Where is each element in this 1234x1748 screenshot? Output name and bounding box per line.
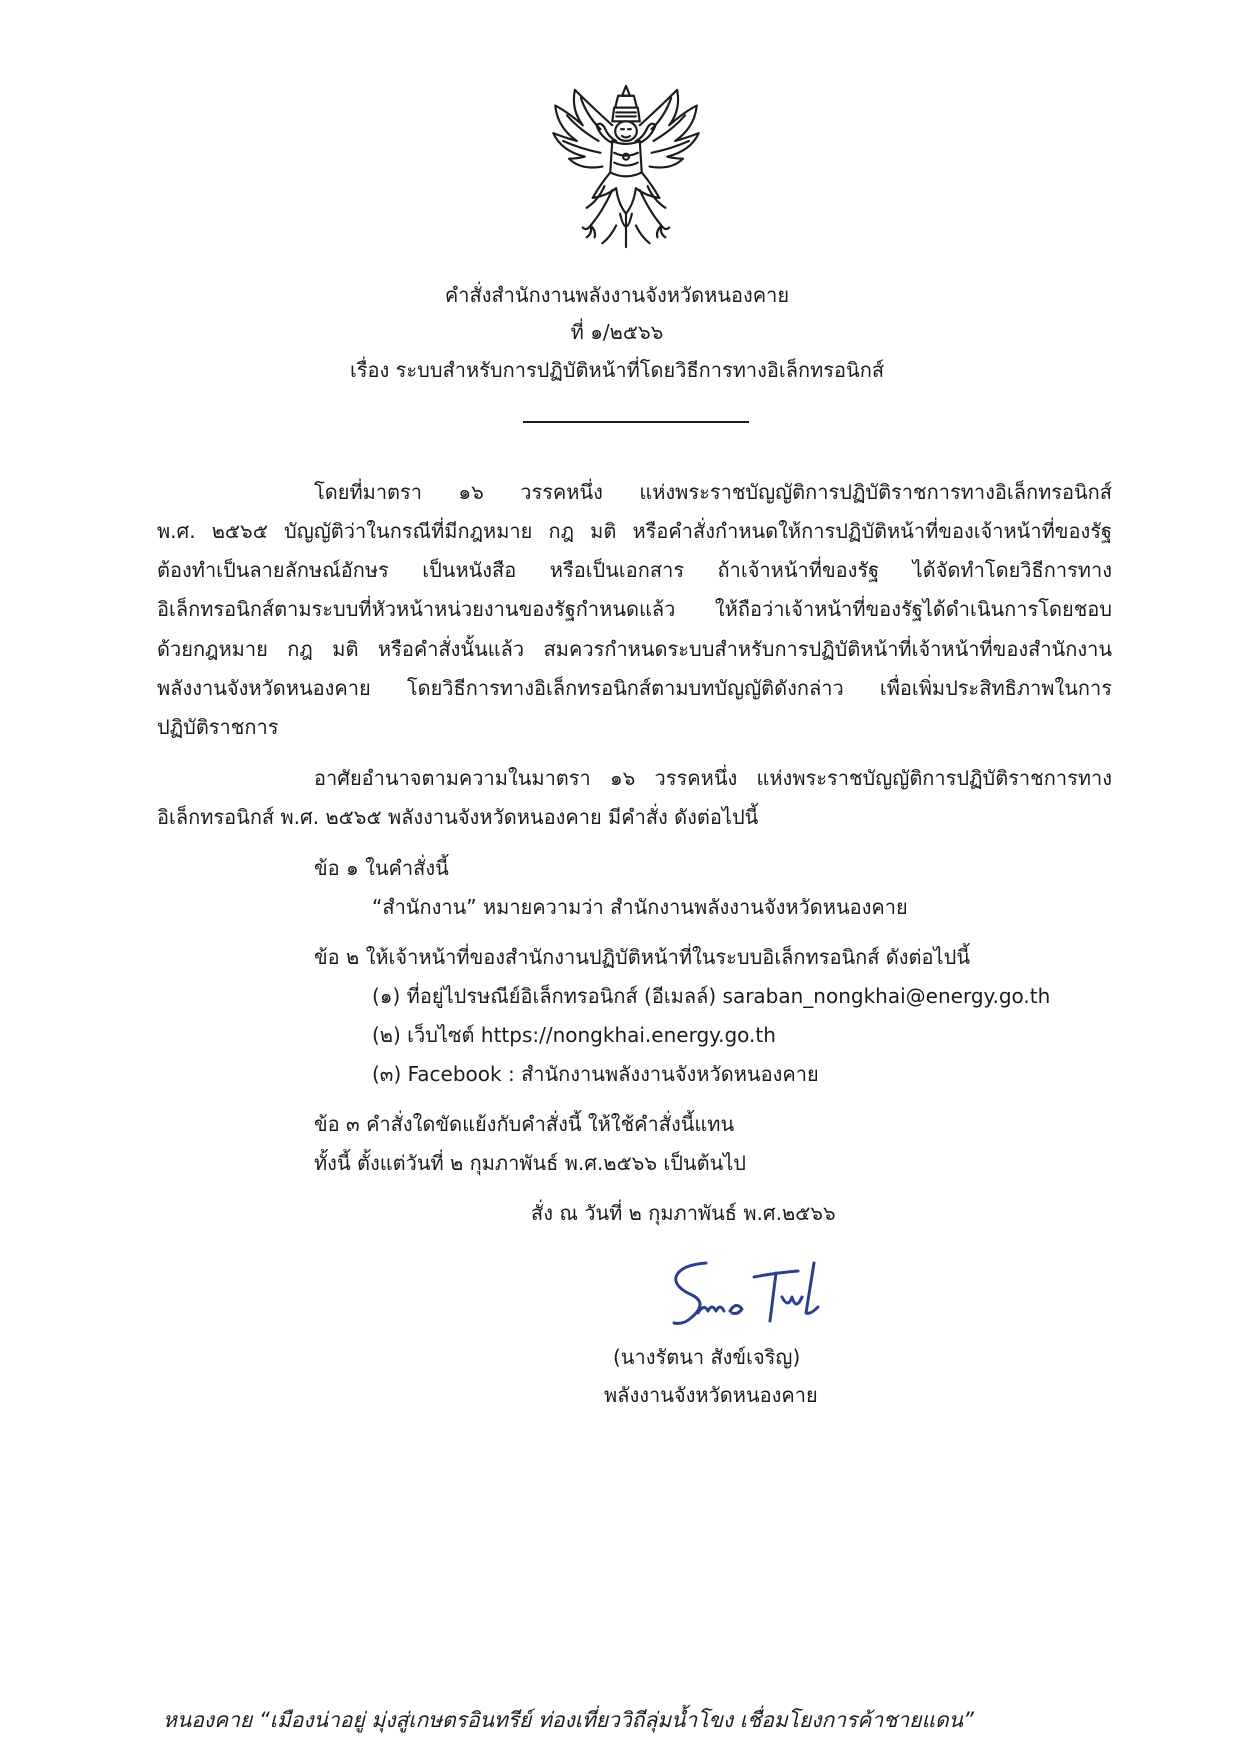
order-subject: เรื่อง ระบบสำหรับการปฏิบัติหน้าที่โดยวิธีการทางอิเล็กทรอนิกส์ xyxy=(349,358,885,382)
footer-slogan: หนองคาย “เมืองน่าอยู่ มุ่งสู่เกษตรอินทรีย์ ท่องเที่ยววิถีลุ่มน้ำโขง เชื่อมโยงการค้าชายแดน” xyxy=(163,1708,974,1732)
clause-3: ข้อ ๓ คำสั่งใดขัดแย้งกับคำสั่งนี้ ให้ใช้คำสั่งนี้แทน xyxy=(314,1112,735,1136)
authority-line-2: อิเล็กทรอนิกส์ พ.ศ. ๒๕๖๕ พลังงานจังหวัดหนองคาย มีคำสั่ง ดังต่อไปนี้ xyxy=(157,805,759,829)
clause-2-item-email: (๑) ที่อยู่ไปรษณีย์อิเล็กทรอนิกส์ (อีเมลล์) saraban_nongkhai@energy.go.th xyxy=(372,984,1051,1008)
handwritten-signature xyxy=(658,1257,850,1337)
garuda-emblem-icon xyxy=(547,82,705,254)
preamble-line-4: อิเล็กทรอนิกส์ตามระบบที่หัวหน้าหน่วยงานของรัฐกำหนดแล้ว ให้ถือว่าเจ้าหน้าที่ของรัฐได้ดำเนินการโดยชอบ xyxy=(157,597,1112,621)
clause-2-item-facebook: (๓) Facebook : สำนักงานพลังงานจังหวัดหนองคาย xyxy=(372,1062,819,1086)
effective-date: ทั้งนี้ ตั้งแต่วันที่ ๒ กุมภาพันธ์ พ.ศ.๒๕๖๖ เป็นต้นไป xyxy=(314,1151,747,1175)
authority-line-1: อาศัยอำนาจตามความในมาตรา ๑๖ วรรคหนึ่ง แห่งพระราชบัญญัติการปฏิบัติราชการทาง xyxy=(314,766,1112,790)
clause-2: ข้อ ๒ ให้เจ้าหน้าที่ของสำนักงานปฏิบัติหน้าที่ในระบบอิเล็กทรอนิกส์ ดังต่อไปนี้ xyxy=(314,945,970,969)
order-title: คำสั่งสำนักงานพลังงานจังหวัดหนองคาย xyxy=(444,283,790,307)
ordered-on-date: สั่ง ณ วันที่ ๒ กุมภาพันธ์ พ.ศ.๒๕๖๖ xyxy=(531,1201,836,1225)
header-divider xyxy=(523,421,749,423)
clause-1-definition: “สำนักงาน” หมายความว่า สำนักงานพลังงานจังหวัดหนองคาย xyxy=(372,895,908,919)
preamble-line-5: ด้วยกฎหมาย กฎ มติ หรือคำสั่งนั้นแล้ว สมควรกำหนดระบบสำหรับการปฏิบัติหน้าที่เจ้าหน้าที่ของสำนักงาน xyxy=(157,637,1112,661)
preamble-line-1: โดยที่มาตรา ๑๖ วรรคหนึ่ง แห่งพระราชบัญญัติการปฏิบัติราชการทางอิเล็กทรอนิกส์ xyxy=(314,480,1112,504)
preamble-line-3: ต้องทำเป็นลายลักษณ์อักษร เป็นหนังสือ หรือเป็นเอกสาร ถ้าเจ้าหน้าที่ของรัฐ ได้จัดทำโดยวิธีการทาง xyxy=(157,558,1112,582)
clause-1: ข้อ ๑ ในคำสั่งนี้ xyxy=(314,856,449,880)
preamble-line-7: ปฏิบัติราชการ xyxy=(157,715,279,739)
signatory-name: (นางรัตนา สังข์เจริญ) xyxy=(613,1345,801,1369)
signatory-position: พลังงานจังหวัดหนองคาย xyxy=(604,1383,818,1407)
preamble-line-2: พ.ศ. ๒๕๖๕ บัญญัติว่าในกรณีที่มีกฎหมาย กฎ มติ หรือคำสั่งกำหนดให้การปฏิบัติหน้าที่ของเจ้าหน้าที่ของรัฐ xyxy=(157,519,1112,543)
clause-2-item-website: (๒) เว็บไซต์ https://nongkhai.energy.go.th xyxy=(372,1023,776,1047)
preamble-line-6: พลังงานจังหวัดหนองคาย โดยวิธีการทางอิเล็กทรอนิกส์ตามบทบัญญัติดังกล่าว เพื่อเพิ่มประสิทธิภาพในการ xyxy=(157,676,1112,700)
order-number: ที่ ๑/๒๕๖๖ xyxy=(570,320,664,344)
